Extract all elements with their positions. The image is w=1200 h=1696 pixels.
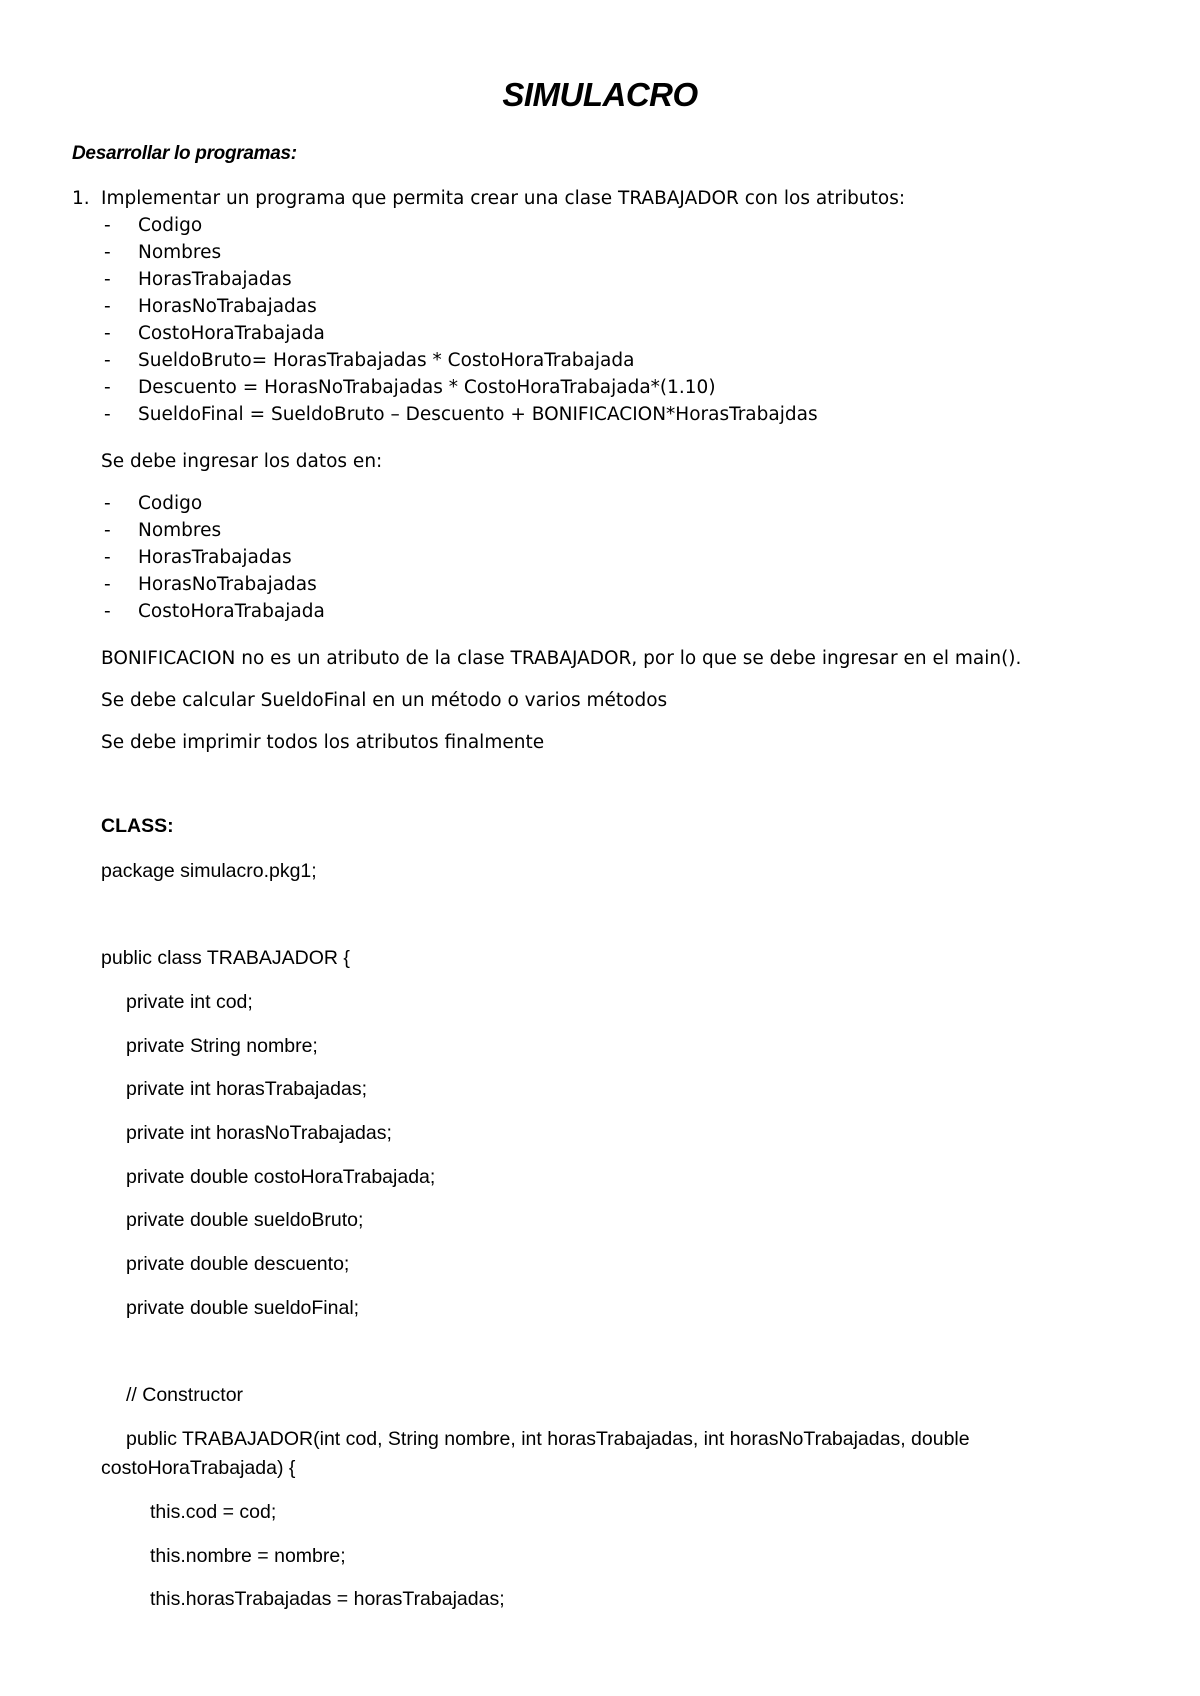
list-bullet: - [104,601,111,622]
list-bullet: - [104,493,111,514]
note-line: Se debe calcular SueldoFinal en un método o varios métodos [101,690,668,711]
code-field: private int horasNoTrabajadas; [126,1122,392,1144]
task-text: Implementar un programa que permita crear una clase TRABAJADOR con los atributos: [101,188,906,209]
code-constructor-body: this.cod = cod; [150,1501,277,1523]
list-bullet: - [104,350,111,371]
input-item: Nombres [138,520,222,541]
input-item: HorasNoTrabajadas [138,574,317,595]
list-bullet: - [104,574,111,595]
list-bullet: - [104,520,111,541]
list-bullet: - [104,404,111,425]
attribute-item: SueldoFinal = SueldoBruto – Descuento + BONIFICACION*HorasTrabajdas [138,404,818,425]
attribute-item: SueldoBruto= HorasTrabajadas * CostoHoraTrabajada [138,350,635,371]
input-item: HorasTrabajadas [138,547,292,568]
list-bullet: - [104,215,111,236]
input-intro: Se debe ingresar los datos en: [101,451,383,472]
code-comment: // Constructor [126,1384,244,1406]
note-line: Se debe imprimir todos los atributos finalmente [101,732,545,753]
document-subtitle: Desarrollar lo programas: [72,143,297,164]
code-package: package simulacro.pkg1; [101,860,317,882]
list-bullet: - [104,377,111,398]
list-bullet: - [104,269,111,290]
list-bullet: - [104,323,111,344]
class-heading: CLASS: [101,815,174,837]
code-field: private double descuento; [126,1253,350,1275]
code-constructor-signature: public TRABAJADOR(int cod, String nombre, int horasTrabajadas, int horasNoTrabajadas, double [126,1428,970,1450]
list-bullet: - [104,242,111,263]
attribute-item: HorasTrabajadas [138,269,292,290]
note-line: BONIFICACION no es un atributo de la clase TRABAJADOR, por lo que se debe ingresar en el main(). [101,648,1022,669]
code-field: private double costoHoraTrabajada; [126,1166,436,1188]
attribute-item: CostoHoraTrabajada [138,323,325,344]
code-field: private double sueldoFinal; [126,1297,360,1319]
code-field: private double sueldoBruto; [126,1209,364,1231]
code-constructor-signature-cont: costoHoraTrabajada) { [101,1457,296,1479]
attribute-item: Descuento = HorasNoTrabajadas * CostoHoraTrabajada*(1.10) [138,377,716,398]
attribute-item: Nombres [138,242,222,263]
code-class-declaration: public class TRABAJADOR { [101,947,350,969]
input-item: CostoHoraTrabajada [138,601,325,622]
list-bullet: - [104,547,111,568]
list-bullet: - [104,296,111,317]
document-title: SIMULACRO [502,76,698,113]
task-number: 1. [72,188,90,209]
input-item: Codigo [138,493,203,514]
attribute-item: Codigo [138,215,203,236]
code-field: private String nombre; [126,1035,318,1057]
code-field: private int horasTrabajadas; [126,1078,367,1100]
attribute-item: HorasNoTrabajadas [138,296,317,317]
code-constructor-body: this.horasTrabajadas = horasTrabajadas; [150,1588,505,1610]
code-field: private int cod; [126,991,253,1013]
code-constructor-body: this.nombre = nombre; [150,1545,346,1567]
